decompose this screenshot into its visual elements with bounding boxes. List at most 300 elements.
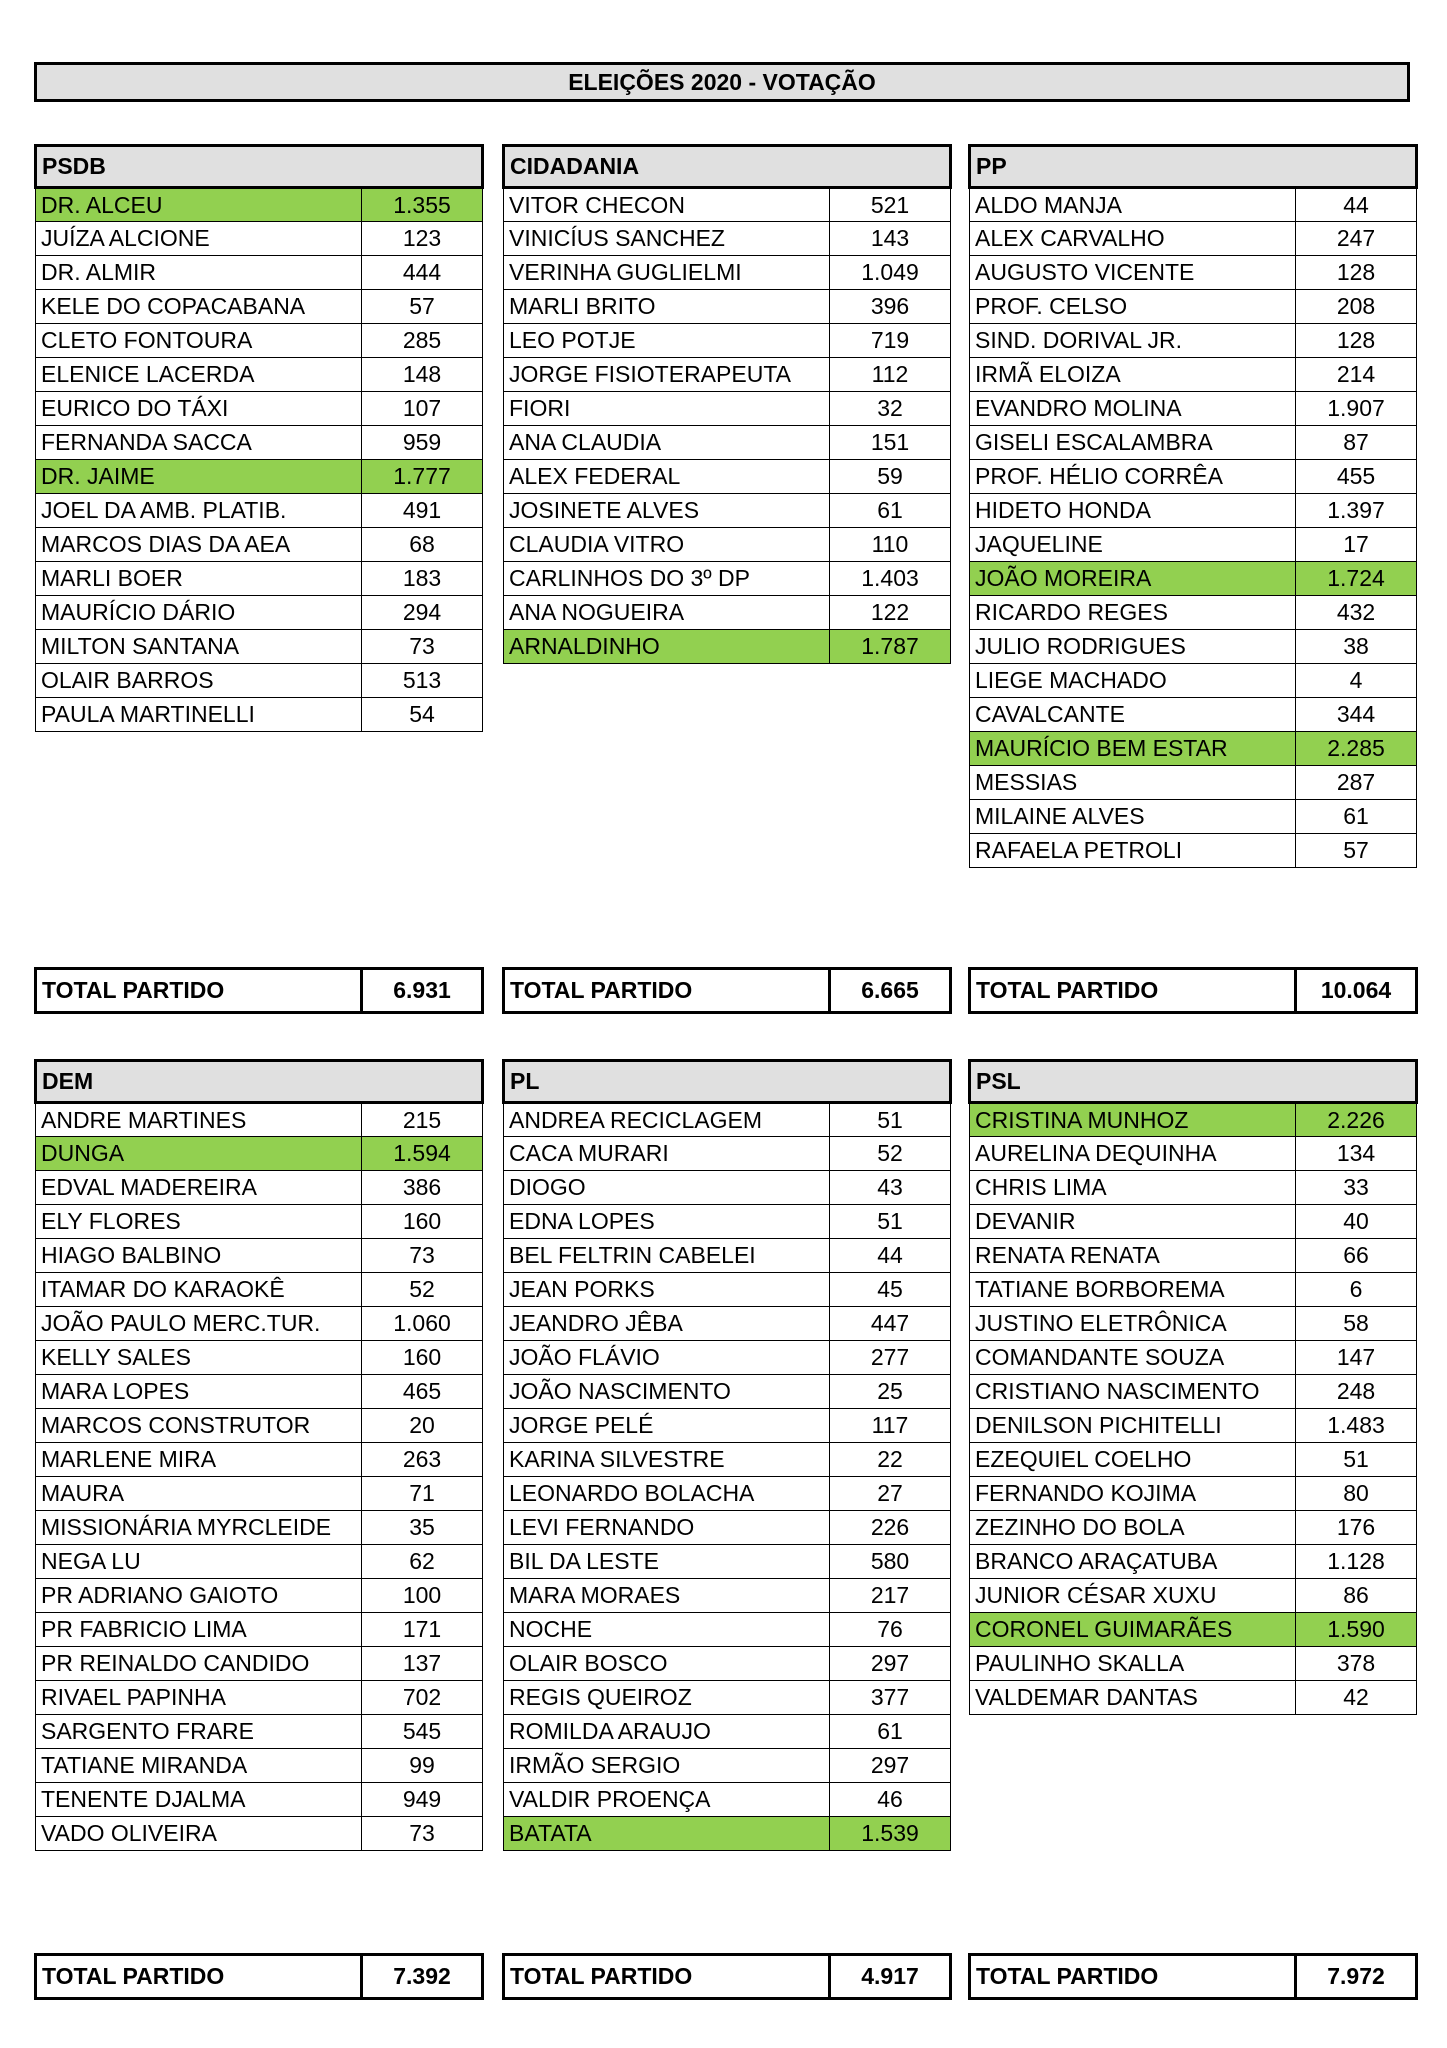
- candidate-votes: 61: [830, 494, 951, 528]
- candidate-name: CACA MURARI: [504, 1137, 830, 1171]
- candidate-row: [970, 596, 1417, 630]
- candidate-votes: 143: [830, 222, 951, 256]
- candidate-votes: 52: [362, 1273, 483, 1307]
- total-row-psl: [968, 1953, 1418, 2000]
- candidate-name: ROMILDA ARAUJO: [504, 1715, 830, 1749]
- candidate-row: [36, 460, 483, 494]
- candidate-row: [970, 1239, 1417, 1273]
- candidate-row: [970, 1103, 1417, 1137]
- candidate-name: EZEQUIEL COELHO: [970, 1443, 1296, 1477]
- candidate-row: [36, 1205, 483, 1239]
- candidate-votes: 4: [1296, 664, 1417, 698]
- candidate-name: VINICÍUS SANCHEZ: [504, 222, 830, 256]
- candidate-row: [970, 256, 1417, 290]
- candidate-votes: 1.777: [362, 460, 483, 494]
- candidate-row: [970, 494, 1417, 528]
- candidate-row: [970, 528, 1417, 562]
- candidate-votes: 465: [362, 1375, 483, 1409]
- candidate-name: JULIO RODRIGUES: [970, 630, 1296, 664]
- total-row-psdb: [34, 967, 484, 1014]
- candidate-row: [970, 1137, 1417, 1171]
- candidate-name: RENATA RENATA: [970, 1239, 1296, 1273]
- candidate-row: [504, 1205, 951, 1239]
- candidate-name: AURELINA DEQUINHA: [970, 1137, 1296, 1171]
- candidate-name: ARNALDINHO: [504, 630, 830, 664]
- candidate-row: [36, 1103, 483, 1137]
- candidate-votes: 38: [1296, 630, 1417, 664]
- candidate-row: [36, 1273, 483, 1307]
- candidate-name: IRMÃ ELOIZA: [970, 358, 1296, 392]
- candidate-row: [504, 1171, 951, 1205]
- candidate-votes: 45: [830, 1273, 951, 1307]
- page-title: ELEIÇÕES 2020 - VOTAÇÃO: [34, 62, 1410, 102]
- total-value: 4.917: [830, 1955, 951, 1999]
- candidate-row: [36, 1307, 483, 1341]
- candidate-row: [970, 290, 1417, 324]
- candidate-name: DR. JAIME: [36, 460, 362, 494]
- candidate-row: [36, 562, 483, 596]
- candidate-votes: 949: [362, 1783, 483, 1817]
- candidate-row: [36, 324, 483, 358]
- party-name: DEM: [36, 1061, 483, 1103]
- candidate-votes: 87: [1296, 426, 1417, 460]
- candidate-name: BIL DA LESTE: [504, 1545, 830, 1579]
- candidate-name: HIAGO BALBINO: [36, 1239, 362, 1273]
- candidate-votes: 59: [830, 460, 951, 494]
- candidate-row: [36, 256, 483, 290]
- candidate-votes: 263: [362, 1443, 483, 1477]
- candidate-row: [970, 460, 1417, 494]
- candidate-votes: 432: [1296, 596, 1417, 630]
- total-value: 7.392: [362, 1955, 483, 1999]
- candidate-row: [36, 1579, 483, 1613]
- candidate-row: [504, 222, 951, 256]
- candidate-row: [36, 1137, 483, 1171]
- candidate-name: PAULINHO SKALLA: [970, 1647, 1296, 1681]
- candidate-name: CARLINHOS DO 3º DP: [504, 562, 830, 596]
- candidate-row: [970, 358, 1417, 392]
- candidate-row: [36, 1239, 483, 1273]
- candidate-votes: 20: [362, 1409, 483, 1443]
- candidate-votes: 73: [362, 1817, 483, 1851]
- candidate-name: ANA NOGUEIRA: [504, 596, 830, 630]
- candidate-votes: 1.907: [1296, 392, 1417, 426]
- candidate-name: ZEZINHO DO BOLA: [970, 1511, 1296, 1545]
- candidate-name: KELLY SALES: [36, 1341, 362, 1375]
- candidate-votes: 73: [362, 1239, 483, 1273]
- candidate-name: JOÃO PAULO MERC.TUR.: [36, 1307, 362, 1341]
- candidate-votes: 285: [362, 324, 483, 358]
- candidate-votes: 1.539: [830, 1817, 951, 1851]
- candidate-name: VALDEMAR DANTAS: [970, 1681, 1296, 1715]
- candidate-row: [970, 1409, 1417, 1443]
- party-name: PP: [970, 146, 1417, 188]
- candidate-name: KARINA SILVESTRE: [504, 1443, 830, 1477]
- candidate-name: AUGUSTO VICENTE: [970, 256, 1296, 290]
- candidate-votes: 447: [830, 1307, 951, 1341]
- candidate-row: [970, 1681, 1417, 1715]
- candidate-row: [36, 290, 483, 324]
- candidate-name: DUNGA: [36, 1137, 362, 1171]
- party-header: [36, 146, 483, 188]
- total-value: 10.064: [1296, 969, 1417, 1013]
- candidate-row: [504, 460, 951, 494]
- candidate-name: MAURÍCIO BEM ESTAR: [970, 732, 1296, 766]
- candidate-name: ANDRE MARTINES: [36, 1103, 362, 1137]
- candidate-votes: 702: [362, 1681, 483, 1715]
- candidate-name: RIVAEL PAPINHA: [36, 1681, 362, 1715]
- candidate-votes: 35: [362, 1511, 483, 1545]
- candidate-name: TATIANE BORBOREMA: [970, 1273, 1296, 1307]
- candidate-row: [970, 1511, 1417, 1545]
- candidate-row: [970, 1613, 1417, 1647]
- candidate-votes: 68: [362, 528, 483, 562]
- candidate-row: [970, 222, 1417, 256]
- candidate-name: DEVANIR: [970, 1205, 1296, 1239]
- candidate-name: MARCOS DIAS DA AEA: [36, 528, 362, 562]
- candidate-votes: 99: [362, 1749, 483, 1783]
- candidate-votes: 73: [362, 630, 483, 664]
- candidate-votes: 107: [362, 392, 483, 426]
- candidate-name: TENENTE DJALMA: [36, 1783, 362, 1817]
- candidate-row: [504, 596, 951, 630]
- candidate-votes: 76: [830, 1613, 951, 1647]
- candidate-row: [504, 1749, 951, 1783]
- candidate-row: [36, 596, 483, 630]
- candidate-name: EURICO DO TÁXI: [36, 392, 362, 426]
- candidate-row: [504, 1409, 951, 1443]
- candidate-name: CORONEL GUIMARÃES: [970, 1613, 1296, 1647]
- candidate-votes: 32: [830, 392, 951, 426]
- candidate-votes: 33: [1296, 1171, 1417, 1205]
- candidate-name: BEL FELTRIN CABELEI: [504, 1239, 830, 1273]
- candidate-votes: 134: [1296, 1137, 1417, 1171]
- candidate-votes: 40: [1296, 1205, 1417, 1239]
- candidate-votes: 1.724: [1296, 562, 1417, 596]
- candidate-row: [36, 1375, 483, 1409]
- candidate-row: [36, 1545, 483, 1579]
- candidate-votes: 151: [830, 426, 951, 460]
- candidate-votes: 1.590: [1296, 1613, 1417, 1647]
- candidate-name: JUÍZA ALCIONE: [36, 222, 362, 256]
- candidate-row: [504, 1273, 951, 1307]
- total-label: TOTAL PARTIDO: [970, 969, 1296, 1013]
- candidate-row: [504, 1443, 951, 1477]
- candidate-row: [970, 1579, 1417, 1613]
- candidate-name: ELY FLORES: [36, 1205, 362, 1239]
- candidate-row: [504, 1647, 951, 1681]
- candidate-votes: 100: [362, 1579, 483, 1613]
- candidate-row: [970, 834, 1417, 868]
- candidate-name: ITAMAR DO KARAOKÊ: [36, 1273, 362, 1307]
- candidate-name: JORGE FISIOTERAPEUTA: [504, 358, 830, 392]
- candidate-row: [970, 562, 1417, 596]
- candidate-row: [36, 1477, 483, 1511]
- candidate-row: [504, 290, 951, 324]
- candidate-name: SARGENTO FRARE: [36, 1715, 362, 1749]
- total-row-cidadania: [502, 967, 952, 1014]
- candidate-name: OLAIR BOSCO: [504, 1647, 830, 1681]
- candidate-row: [36, 1681, 483, 1715]
- candidate-votes: 148: [362, 358, 483, 392]
- candidate-name: FERNANDA SACCA: [36, 426, 362, 460]
- candidate-name: TATIANE MIRANDA: [36, 1749, 362, 1783]
- candidate-row: [36, 1613, 483, 1647]
- candidate-row: [504, 1239, 951, 1273]
- candidate-votes: 2.285: [1296, 732, 1417, 766]
- candidate-votes: 57: [1296, 834, 1417, 868]
- candidate-votes: 444: [362, 256, 483, 290]
- candidate-votes: 66: [1296, 1239, 1417, 1273]
- candidate-name: JOEL DA AMB. PLATIB.: [36, 494, 362, 528]
- candidate-row: [970, 426, 1417, 460]
- candidate-name: FERNANDO KOJIMA: [970, 1477, 1296, 1511]
- candidate-row: [36, 392, 483, 426]
- candidate-votes: 580: [830, 1545, 951, 1579]
- candidate-row: [36, 1409, 483, 1443]
- candidate-name: OLAIR BARROS: [36, 664, 362, 698]
- candidate-name: MESSIAS: [970, 766, 1296, 800]
- candidate-votes: 959: [362, 426, 483, 460]
- candidate-row: [970, 1205, 1417, 1239]
- candidate-name: NOCHE: [504, 1613, 830, 1647]
- candidate-row: [504, 358, 951, 392]
- candidate-row: [504, 630, 951, 664]
- candidate-votes: 1.355: [362, 188, 483, 222]
- candidate-name: JUNIOR CÉSAR XUXU: [970, 1579, 1296, 1613]
- candidate-name: ALEX CARVALHO: [970, 222, 1296, 256]
- candidate-votes: 112: [830, 358, 951, 392]
- candidate-row: [504, 324, 951, 358]
- candidate-votes: 214: [1296, 358, 1417, 392]
- candidate-row: [504, 1545, 951, 1579]
- candidate-name: COMANDANTE SOUZA: [970, 1341, 1296, 1375]
- candidate-votes: 46: [830, 1783, 951, 1817]
- candidate-votes: 43: [830, 1171, 951, 1205]
- candidate-row: [36, 630, 483, 664]
- candidate-votes: 54: [362, 698, 483, 732]
- candidate-votes: 2.226: [1296, 1103, 1417, 1137]
- candidate-votes: 128: [1296, 256, 1417, 290]
- candidate-row: [504, 188, 951, 222]
- candidate-votes: 396: [830, 290, 951, 324]
- candidate-votes: 1.397: [1296, 494, 1417, 528]
- candidate-name: JAQUELINE: [970, 528, 1296, 562]
- candidate-votes: 160: [362, 1341, 483, 1375]
- candidate-name: EVANDRO MOLINA: [970, 392, 1296, 426]
- candidate-row: [504, 1511, 951, 1545]
- total-row-pl: [502, 1953, 952, 2000]
- candidate-votes: 719: [830, 324, 951, 358]
- candidate-name: GISELI ESCALAMBRA: [970, 426, 1296, 460]
- candidate-row: [970, 1647, 1417, 1681]
- party-header: [36, 1061, 483, 1103]
- candidate-row: [504, 1579, 951, 1613]
- candidate-votes: 171: [362, 1613, 483, 1647]
- candidate-row: [36, 1749, 483, 1783]
- candidate-votes: 248: [1296, 1375, 1417, 1409]
- candidate-row: [504, 1375, 951, 1409]
- candidate-votes: 217: [830, 1579, 951, 1613]
- total-label: TOTAL PARTIDO: [504, 969, 830, 1013]
- party-name: PSL: [970, 1061, 1417, 1103]
- candidate-name: LEONARDO BOLACHA: [504, 1477, 830, 1511]
- candidate-row: [36, 426, 483, 460]
- candidate-votes: 1.594: [362, 1137, 483, 1171]
- candidate-name: JEAN PORKS: [504, 1273, 830, 1307]
- candidate-row: [970, 698, 1417, 732]
- total-row-pp: [968, 967, 1418, 1014]
- candidate-name: EDNA LOPES: [504, 1205, 830, 1239]
- candidate-name: PR ADRIANO GAIOTO: [36, 1579, 362, 1613]
- candidate-name: PAULA MARTINELLI: [36, 698, 362, 732]
- candidate-row: [36, 494, 483, 528]
- candidate-name: MISSIONÁRIA MYRCLEIDE: [36, 1511, 362, 1545]
- candidate-votes: 110: [830, 528, 951, 562]
- candidate-votes: 1.403: [830, 562, 951, 596]
- candidate-votes: 80: [1296, 1477, 1417, 1511]
- candidate-row: [970, 1273, 1417, 1307]
- candidate-name: DIOGO: [504, 1171, 830, 1205]
- candidate-name: VALDIR PROENÇA: [504, 1783, 830, 1817]
- party-header: [970, 1061, 1417, 1103]
- candidate-votes: 513: [362, 664, 483, 698]
- candidate-row: [504, 1613, 951, 1647]
- party-table-cidadania: [502, 144, 952, 664]
- candidate-votes: 61: [1296, 800, 1417, 834]
- candidate-row: [36, 1783, 483, 1817]
- candidate-votes: 51: [830, 1103, 951, 1137]
- candidate-votes: 137: [362, 1647, 483, 1681]
- candidate-row: [504, 1307, 951, 1341]
- candidate-votes: 1.049: [830, 256, 951, 290]
- candidate-votes: 1.060: [362, 1307, 483, 1341]
- candidate-name: VADO OLIVEIRA: [36, 1817, 362, 1851]
- candidate-row: [36, 664, 483, 698]
- candidate-row: [504, 1817, 951, 1851]
- candidate-name: JUSTINO ELETRÔNICA: [970, 1307, 1296, 1341]
- candidate-row: [36, 698, 483, 732]
- candidate-row: [36, 1817, 483, 1851]
- candidate-row: [504, 528, 951, 562]
- candidate-row: [970, 732, 1417, 766]
- candidate-votes: 6: [1296, 1273, 1417, 1307]
- candidate-votes: 57: [362, 290, 483, 324]
- candidate-row: [970, 1171, 1417, 1205]
- candidate-name: CLAUDIA VITRO: [504, 528, 830, 562]
- candidate-name: JOÃO FLÁVIO: [504, 1341, 830, 1375]
- candidate-votes: 71: [362, 1477, 483, 1511]
- party-header: [504, 146, 951, 188]
- candidate-row: [36, 1171, 483, 1205]
- candidate-name: SIND. DORIVAL JR.: [970, 324, 1296, 358]
- candidate-name: PR REINALDO CANDIDO: [36, 1647, 362, 1681]
- candidate-name: MARA MORAES: [504, 1579, 830, 1613]
- candidate-votes: 52: [830, 1137, 951, 1171]
- total-label: TOTAL PARTIDO: [36, 969, 362, 1013]
- candidate-votes: 51: [1296, 1443, 1417, 1477]
- candidate-row: [504, 426, 951, 460]
- candidate-votes: 344: [1296, 698, 1417, 732]
- candidate-votes: 176: [1296, 1511, 1417, 1545]
- candidate-votes: 122: [830, 596, 951, 630]
- candidate-row: [970, 392, 1417, 426]
- candidate-votes: 378: [1296, 1647, 1417, 1681]
- candidate-votes: 247: [1296, 222, 1417, 256]
- total-label: TOTAL PARTIDO: [504, 1955, 830, 1999]
- total-label: TOTAL PARTIDO: [970, 1955, 1296, 1999]
- candidate-row: [36, 222, 483, 256]
- candidate-name: MARLI BRITO: [504, 290, 830, 324]
- candidate-row: [970, 324, 1417, 358]
- candidate-name: RAFAELA PETROLI: [970, 834, 1296, 868]
- candidate-name: MARA LOPES: [36, 1375, 362, 1409]
- candidate-name: ELENICE LACERDA: [36, 358, 362, 392]
- candidate-name: VERINHA GUGLIELMI: [504, 256, 830, 290]
- candidate-votes: 1.483: [1296, 1409, 1417, 1443]
- party-name: PSDB: [36, 146, 483, 188]
- candidate-name: CRISTIANO NASCIMENTO: [970, 1375, 1296, 1409]
- candidate-row: [504, 392, 951, 426]
- candidate-row: [36, 1715, 483, 1749]
- candidate-row: [36, 358, 483, 392]
- candidate-row: [504, 1341, 951, 1375]
- candidate-row: [970, 800, 1417, 834]
- candidate-row: [504, 494, 951, 528]
- candidate-votes: 86: [1296, 1579, 1417, 1613]
- candidate-votes: 491: [362, 494, 483, 528]
- candidate-row: [504, 1783, 951, 1817]
- candidate-votes: 294: [362, 596, 483, 630]
- candidate-votes: 17: [1296, 528, 1417, 562]
- candidate-votes: 25: [830, 1375, 951, 1409]
- candidate-row: [970, 1341, 1417, 1375]
- candidate-votes: 123: [362, 222, 483, 256]
- party-header: [970, 146, 1417, 188]
- candidate-name: ALDO MANJA: [970, 188, 1296, 222]
- candidate-row: [36, 1647, 483, 1681]
- candidate-votes: 521: [830, 188, 951, 222]
- candidate-name: JEANDRO JÊBA: [504, 1307, 830, 1341]
- party-table-pl: [502, 1059, 952, 1851]
- candidate-votes: 117: [830, 1409, 951, 1443]
- candidate-row: [970, 188, 1417, 222]
- candidate-votes: 226: [830, 1511, 951, 1545]
- candidate-votes: 215: [362, 1103, 483, 1137]
- candidate-row: [504, 256, 951, 290]
- candidate-votes: 545: [362, 1715, 483, 1749]
- candidate-row: [970, 766, 1417, 800]
- candidate-name: MILAINE ALVES: [970, 800, 1296, 834]
- candidate-name: JOÃO NASCIMENTO: [504, 1375, 830, 1409]
- candidate-votes: 183: [362, 562, 483, 596]
- candidate-votes: 42: [1296, 1681, 1417, 1715]
- candidate-row: [970, 664, 1417, 698]
- candidate-name: JOÃO MOREIRA: [970, 562, 1296, 596]
- candidate-name: DR. ALCEU: [36, 188, 362, 222]
- candidate-name: MARLENE MIRA: [36, 1443, 362, 1477]
- candidate-votes: 44: [1296, 188, 1417, 222]
- candidate-name: LEO POTJE: [504, 324, 830, 358]
- candidate-name: BATATA: [504, 1817, 830, 1851]
- candidate-votes: 51: [830, 1205, 951, 1239]
- candidate-votes: 277: [830, 1341, 951, 1375]
- candidate-votes: 22: [830, 1443, 951, 1477]
- party-header: [504, 1061, 951, 1103]
- candidate-row: [970, 630, 1417, 664]
- candidate-row: [504, 1681, 951, 1715]
- candidate-votes: 297: [830, 1749, 951, 1783]
